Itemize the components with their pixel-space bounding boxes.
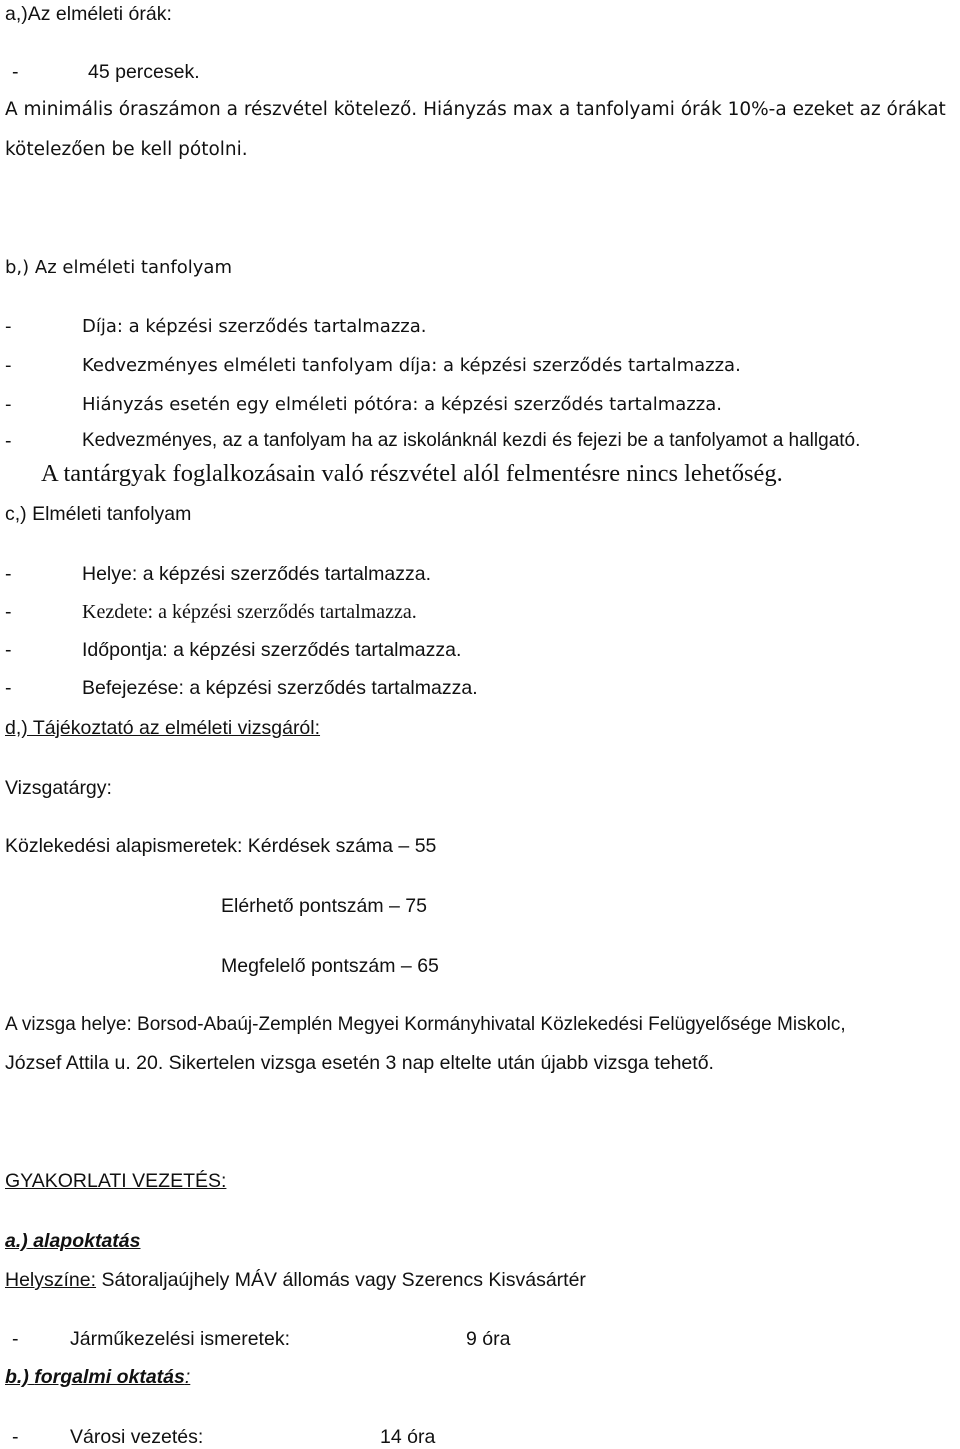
list-dash: -	[12, 1328, 19, 1350]
traffic-training-heading	[5, 1365, 190, 1389]
list-dash: -	[12, 61, 19, 83]
list-dash: -	[5, 677, 12, 699]
list-item: Kedvezményes, az a tanfolyam ha az iskolánknál kezdi és fejezi be a tanfolyamot a hallgató.	[82, 430, 861, 451]
exam-questions-line: Közlekedési alapismeretek: Kérdések száma – 55	[5, 835, 437, 857]
list-dash: -	[5, 563, 12, 585]
list-dash: -	[5, 601, 12, 623]
city-driving-label: Városi vezetés:	[70, 1426, 204, 1448]
list-dash: -	[5, 394, 12, 415]
list-dash: -	[5, 430, 12, 452]
exam-location-line: József Attila u. 20. Sikertelen vizsga esetén 3 nap eltelte után újabb vizsga tehető.	[5, 1052, 714, 1074]
exam-subject-label: Vizsgatárgy:	[5, 777, 112, 799]
exam-pass-points-line: Megfelelő pontszám – 65	[221, 955, 439, 977]
notice-line: A tantárgyak foglalkozásain való részvétel alól felmentésre nincs lehetőség.	[41, 460, 783, 487]
basic-training-heading	[5, 1229, 141, 1253]
basic-training-title: alapoktatás	[33, 1230, 141, 1252]
list-item: Hiányzás esetén egy elméleti pótóra: a képzési szerződés tartalmazza.	[82, 394, 722, 415]
vehicle-handling-hours: 9 óra	[466, 1328, 511, 1350]
exam-location-line: A vizsga helye: Borsod-Abaúj-Zemplén Megyei Kormányhivatal Közlekedési Felügyelősége Miskolc,	[5, 1014, 846, 1035]
city-driving-hours: 14 óra	[380, 1426, 436, 1448]
list-item: 45 percesek.	[88, 61, 200, 83]
list-item: Kezdete: a képzési szerződés tartalmazza.	[82, 601, 417, 623]
list-dash: -	[5, 316, 12, 337]
section-c-heading: c,) Elméleti tanfolyam	[5, 503, 192, 525]
venue-label: Helyszíne:	[5, 1269, 97, 1291]
list-item: Időpontja: a képzési szerződés tartalmazza.	[82, 639, 462, 661]
vehicle-handling-label: Járműkezelési ismeretek:	[70, 1328, 290, 1350]
list-item: Kedvezményes elméleti tanfolyam díja: a képzési szerződés tartalmazza.	[82, 355, 741, 376]
list-dash: -	[12, 1426, 19, 1448]
venue-line	[5, 1268, 586, 1292]
basic-training-prefix: a.)	[5, 1230, 28, 1252]
traffic-training-colon: :	[184, 1366, 191, 1388]
section-b-heading: b,) Az elméleti tanfolyam	[5, 257, 232, 278]
exam-max-points-line: Elérhető pontszám – 75	[221, 895, 427, 917]
venue-value: Sátoraljaújhely MÁV állomás vagy Szerencs Kisvásártér	[96, 1269, 586, 1291]
section-a-heading: a,)Az elméleti órák:	[5, 3, 172, 25]
section-d-heading: d,) Tájékoztató az elméleti vizsgáról:	[5, 717, 321, 739]
traffic-training-title: forgalmi oktatás	[34, 1366, 185, 1388]
list-item: Díja: a képzési szerződés tartalmazza.	[82, 316, 427, 337]
traffic-training-prefix: b.)	[5, 1366, 29, 1388]
practical-heading: GYAKORLATI VEZETÉS:	[5, 1170, 227, 1192]
list-dash: -	[5, 639, 12, 661]
list-item: Befejezése: a képzési szerződés tartalmazza.	[82, 677, 478, 699]
paragraph-line: A minimális óraszámon a részvétel kötelező. Hiányzás max a tanfolyami órák 10%-a ezeket az órákat	[5, 99, 946, 120]
list-item: Helye: a képzési szerződés tartalmazza.	[82, 563, 431, 585]
list-dash: -	[5, 355, 12, 376]
paragraph-line: kötelezően be kell pótolni.	[5, 139, 248, 160]
